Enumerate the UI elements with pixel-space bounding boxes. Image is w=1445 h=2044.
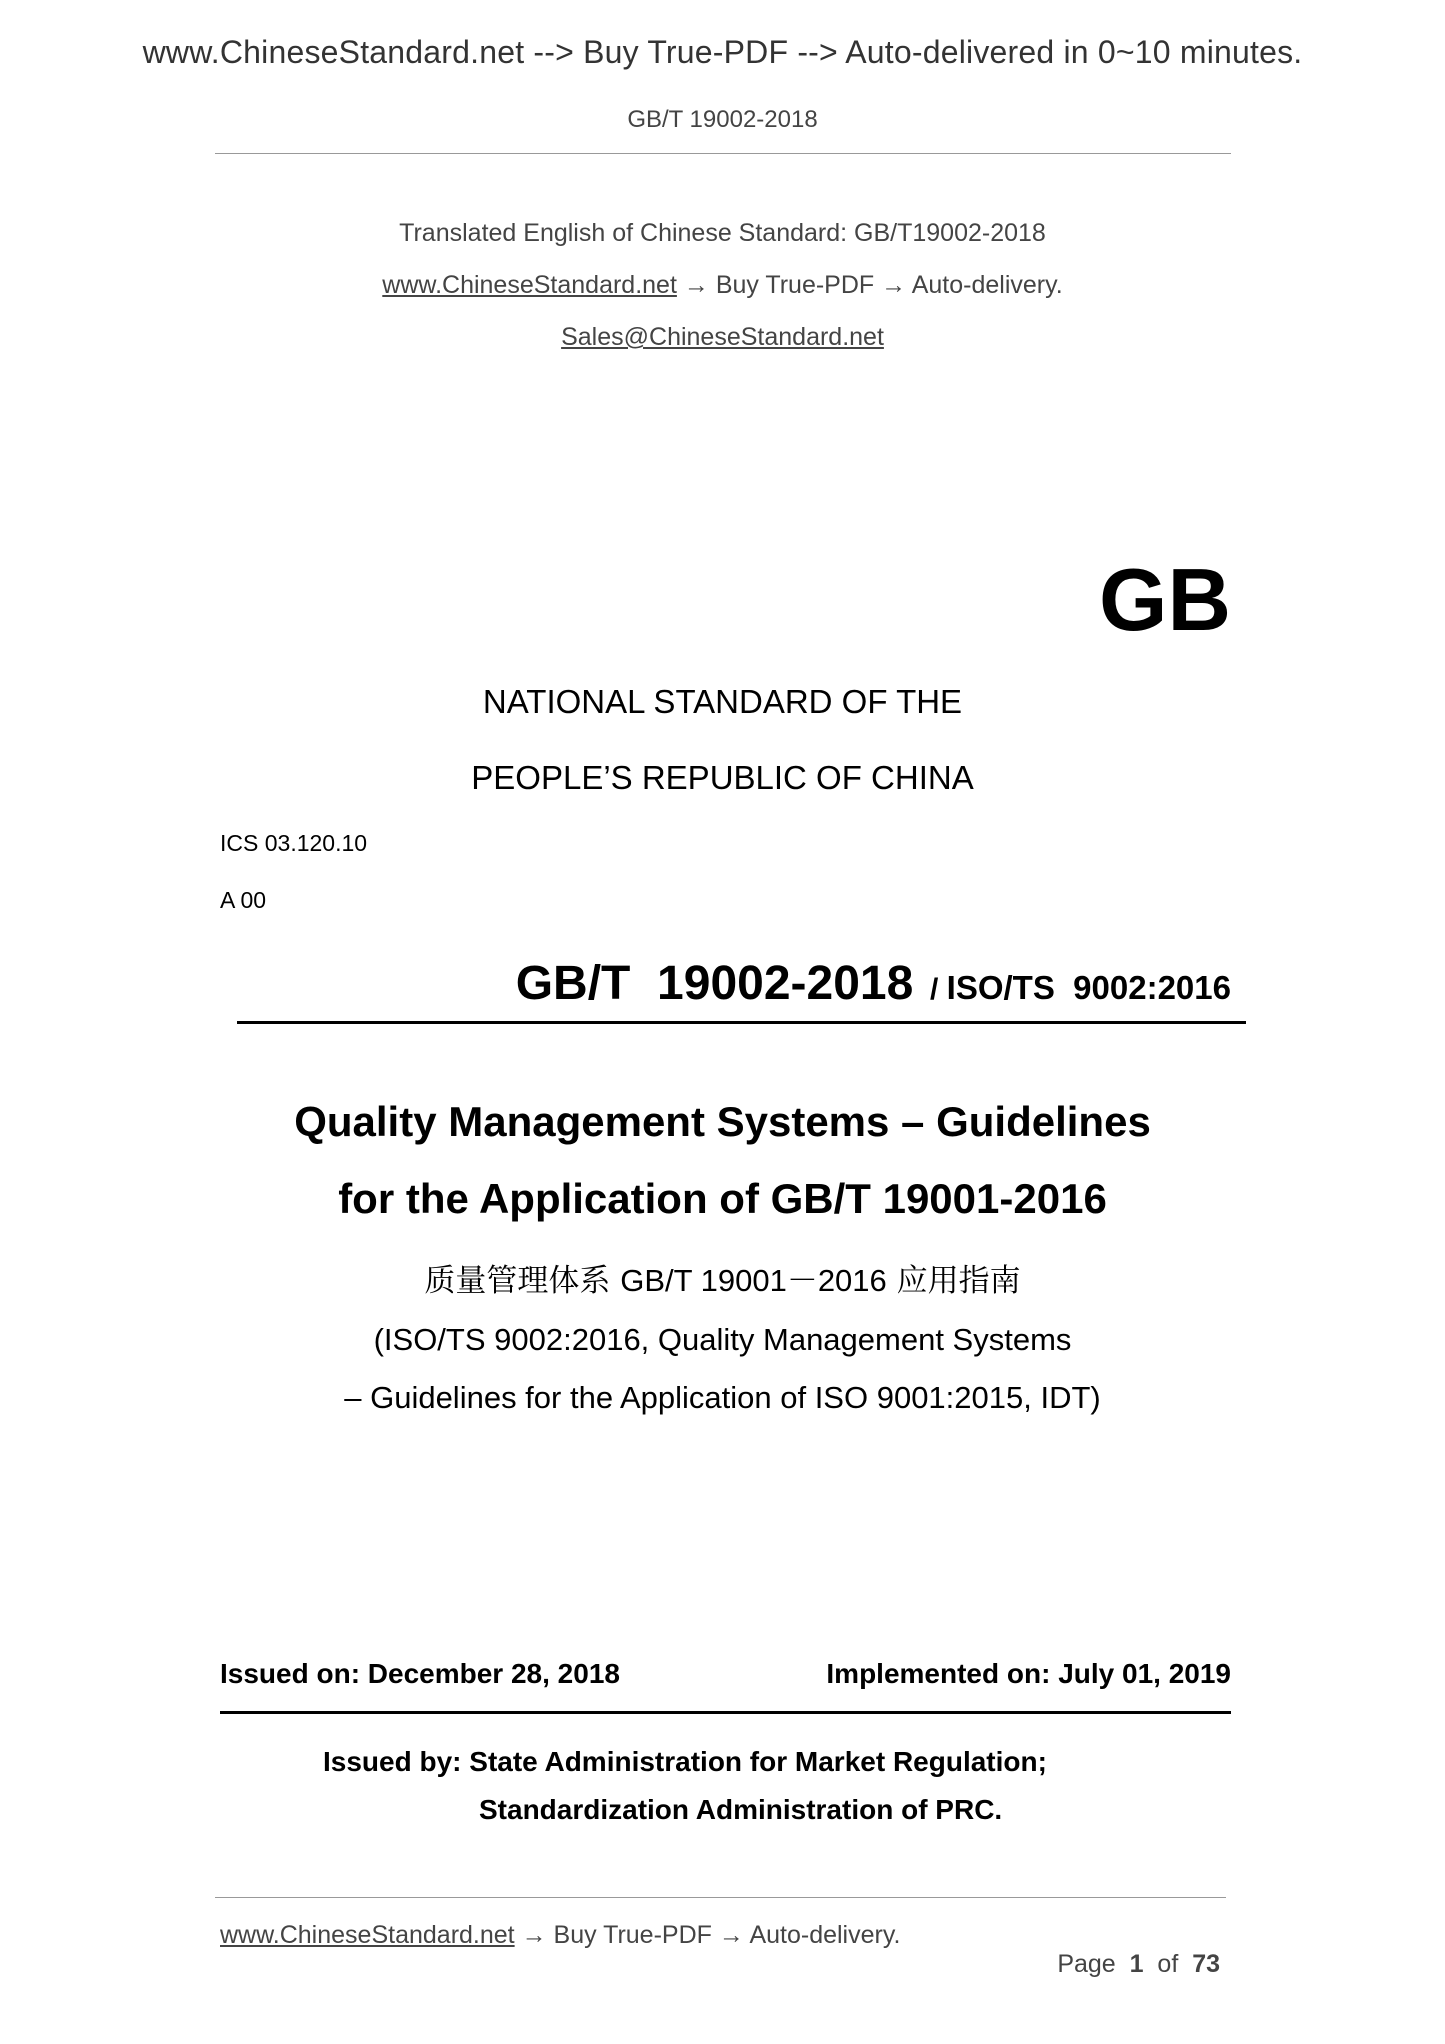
title-cn-part1: 质量管理体系 bbox=[424, 1263, 611, 1299]
banner-sep: --> bbox=[524, 34, 584, 70]
footer-buy-text: Buy True-PDF bbox=[553, 1921, 712, 1949]
page-label: Page bbox=[1057, 1950, 1116, 1978]
total-pages: 73 bbox=[1192, 1950, 1220, 1978]
footer-links bbox=[220, 1921, 900, 1950]
title-chinese bbox=[0, 1255, 1445, 1300]
of-label: of bbox=[1157, 1950, 1179, 1978]
footer-site-link[interactable]: www.ChineseStandard.net bbox=[220, 1921, 515, 1949]
translation-buy-text: Buy True-PDF bbox=[715, 271, 875, 299]
translation-delivery-text: Auto-delivery. bbox=[911, 271, 1063, 299]
banner-buy-text: Buy True-PDF bbox=[583, 34, 789, 70]
arrow-right-icon: → bbox=[683, 271, 709, 299]
footer-divider bbox=[215, 1897, 1226, 1898]
translation-email bbox=[0, 323, 1445, 352]
translation-links bbox=[0, 271, 1445, 300]
banner-delivery-text: Auto-delivered in 0~10 minutes. bbox=[845, 34, 1303, 70]
ics-code: ICS 03.120.10 bbox=[220, 830, 368, 856]
iso-equivalent-line1: (ISO/TS 9002:2016, Quality Management Systems bbox=[373, 1322, 1072, 1357]
national-standard-line1: NATIONAL STANDARD OF THE bbox=[482, 683, 963, 720]
title-line1: Quality Management Systems – Guidelines bbox=[294, 1098, 1151, 1145]
title-line2: for the Application of GB/T 19001-2016 bbox=[338, 1175, 1107, 1222]
title-cn-part2: 应用指南 bbox=[896, 1263, 1021, 1299]
footer-delivery-text: Auto-delivery. bbox=[749, 1921, 901, 1949]
translation-line: Translated English of Chinese Standard: GB/T19002-2018 bbox=[399, 219, 1046, 247]
implemented-on-date: Implemented on: July 01, 2019 bbox=[826, 1658, 1231, 1689]
standard-slash: / bbox=[929, 973, 939, 1006]
translation-site-link[interactable]: www.ChineseStandard.net bbox=[382, 271, 677, 299]
header-divider bbox=[215, 153, 1231, 154]
page-indicator bbox=[900, 1921, 1220, 1979]
header-doc-code: GB/T 19002-2018 bbox=[627, 106, 818, 133]
arrow-right-icon: → bbox=[881, 271, 907, 299]
national-standard-line2: PEOPLE’S REPUBLIC OF CHINA bbox=[471, 759, 974, 796]
standard-number: GB/T 19002-2018 bbox=[515, 957, 914, 1010]
iso-number: ISO/TS 9002:2016 bbox=[946, 969, 1231, 1006]
issued-on-date: Issued on: December 28, 2018 bbox=[220, 1658, 620, 1689]
title-cn-code: GB/T 19001－2016 bbox=[620, 1263, 887, 1298]
issued-by-line1: Issued by: State Administration for Market Regulation; bbox=[323, 1746, 1047, 1777]
gb-mark: GB bbox=[1099, 550, 1231, 649]
banner-sep: --> bbox=[788, 34, 846, 70]
standard-number-line bbox=[0, 938, 1231, 1011]
dates-divider bbox=[220, 1711, 1231, 1714]
iso-equivalent-line2: – Guidelines for the Application of ISO 9001:2015, IDT) bbox=[344, 1380, 1101, 1415]
ccs-code: A 00 bbox=[220, 887, 267, 913]
page-number: 1 bbox=[1129, 1950, 1144, 1978]
banner-site-link[interactable]: www.ChineseStandard.net bbox=[142, 34, 525, 70]
sales-email-link[interactable]: Sales@ChineseStandard.net bbox=[561, 323, 884, 351]
standard-divider bbox=[237, 1021, 1246, 1024]
arrow-right-icon: → bbox=[718, 1921, 744, 1949]
arrow-right-icon: → bbox=[521, 1921, 547, 1949]
top-banner bbox=[0, 34, 1445, 71]
issued-by-line2: Standardization Administration of PRC. bbox=[479, 1794, 1003, 1825]
